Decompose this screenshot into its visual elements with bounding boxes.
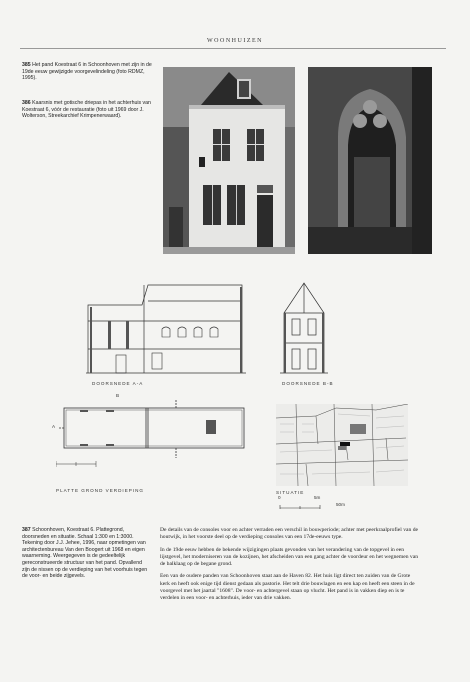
body-text xyxy=(160,527,420,608)
caption-386-text: Kaarsnis met gotische driepas in het achterhuis van Koestraat 6, vóór de restauratie (foto uit 1969 door J. Wolterson, Streekarchief Krimpenerwaard). xyxy=(22,100,151,120)
scale-50m: 50m xyxy=(336,502,345,507)
drawing-situation-map xyxy=(276,404,408,486)
body-paragraph-3: Een van de oudere panden van Schoonhoven staat aan de Haven 82. Het huis ligt direct ten zuiden van de Grote kerk en heeft ook enige tijd dienst gedaan als pastorie. Het telt drie bouwlagen en een kap en heeft een steen in de voorgevel met het jaartal "1608". De voor- en achtergevel staan op vlucht. Het pand is in vakken diep en is te verdelen in een voor- en achterhuis, ieder van drie vakken. xyxy=(160,573,415,602)
photo-gothic-niche xyxy=(308,67,432,254)
body-paragraph-2: In de 19de eeuw hebben de bekende wijzigingen plaats gevonden van het verandering van de topgevel in een lijstgevel, het moderniseren van de kozijnen, het afscheiden van een gang achter de voordeur en het wegnemen van de balklaag op de begane grond. xyxy=(160,546,418,568)
marker-b: B xyxy=(116,393,120,398)
label-situation: SITUATIE xyxy=(276,490,305,495)
scale-bar xyxy=(276,500,336,510)
caption-386 xyxy=(22,100,152,120)
label-section-aa: DOORSNEDE A-A xyxy=(92,381,144,386)
caption-385 xyxy=(22,62,152,82)
scale-zero: 0 xyxy=(278,495,281,500)
drawing-floor-plan xyxy=(56,398,250,470)
drawing-section-aa xyxy=(86,277,246,379)
caption-387-number: 387 xyxy=(22,527,31,533)
caption-387 xyxy=(22,527,150,580)
label-floor-plan: PLATTE GROND VERDIEPING xyxy=(56,488,145,493)
drawing-section-bb xyxy=(278,277,330,379)
header-rule xyxy=(20,48,446,49)
caption-385-number: 385 xyxy=(22,62,31,68)
caption-385-text: Het pand Koestraat 6 in Schoonhoven met zijn in de 19de eeuw gewijzigde voorgevelindeling (foto RDMZ, 1995). xyxy=(22,62,152,82)
scale-5m: 5m xyxy=(314,495,321,500)
caption-386-number: 386 xyxy=(22,100,31,106)
label-section-bb: DOORSNEDE B-B xyxy=(282,381,334,386)
caption-387-text: Schoonhoven, Koestraat 6. Plattegrond, doorsneden en situatie. Schaal 1:300 en 1:3000. Tekening door J.J. Jehee, 1996, naar opmetingen van architectenbureau Van den Boogert uit 1968 en eigen waarneming. Weergegeven is de gedeeltelijk gereconstrueerde structuur van het pand. Opvallend zijn de nissen op de verdieping van het voorhuis tegen de voor- en beide zijgevels. xyxy=(22,527,148,580)
running-header: WOONHUIZEN xyxy=(207,38,263,44)
marker-a: A xyxy=(52,424,56,429)
body-paragraph-1: De details van de consoles voor en achter verraden een verschil in bouwperiode; achter met peerkraalprofiel van de houtwijk, in het voorste deel op de verdieping consoles van een 17de-eeuws type. xyxy=(160,527,418,541)
photo-house-facade xyxy=(163,67,295,254)
